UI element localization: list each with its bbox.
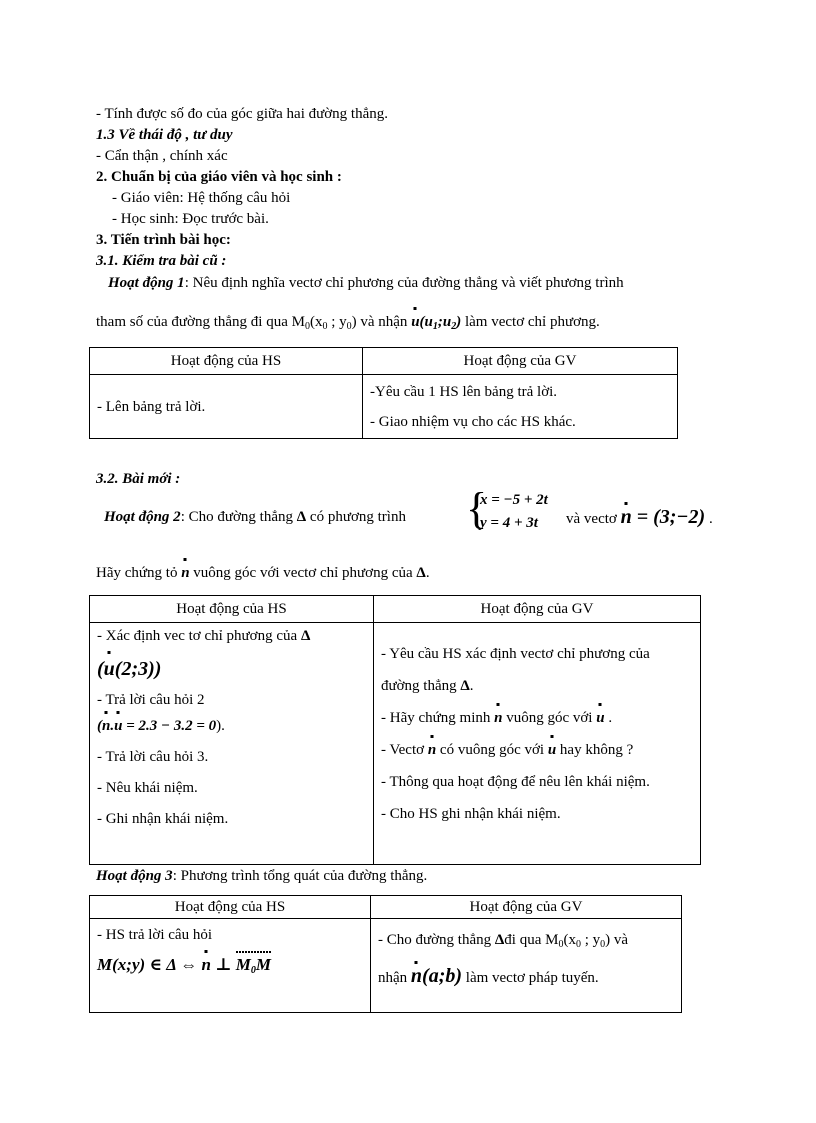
delta-symbol: Δ [300,628,311,644]
cell-text: - Yêu cầu HS xác định vectơ chỉ phương của [381,646,650,662]
subscript: 1 [432,321,438,332]
formula-part: M [255,955,272,974]
text: ) và [605,932,629,948]
formula-part: = 2.3 − 3.2 = 0 [122,718,217,734]
activity-text: : Phương trình tổng quát của đường thẳng. [172,868,428,884]
header-gv: Hoạt động của GV [371,896,682,919]
activity-text: : Nêu định nghĩa vectơ chỉ phương của đường thẳng và viết phương trình [184,275,624,291]
vector-n: n [201,955,211,974]
vector-u: u [103,658,115,680]
formula-part: M [97,955,113,974]
subscript: 2 [451,321,457,332]
vector-n: n [494,710,503,726]
cell-text: - Thông qua hoạt động để nêu lên khái niệm. [381,774,650,790]
formula-part: ( [97,658,104,680]
subscript: 0 [575,939,581,950]
header-gv: Hoạt động của GV [363,348,678,375]
activity-1-line-1 [108,274,624,292]
activity-title: Hoạt động 1 [108,275,185,291]
subscript: 0 [600,939,606,950]
text: vuông góc với [502,710,597,726]
cell-text: - Giao nhiệm vụ cho các HS khác. [370,413,576,430]
table-activity-1 [89,347,678,439]
text: đi qua M [504,932,559,948]
delta-symbol: Δ [494,932,505,948]
text: - Cho đường thẳng [378,932,495,948]
formula-part: (a;b) [422,965,463,987]
cell-text: - HS trả lời câu hỏi [97,927,212,943]
activity-text: và vectơ [566,511,621,527]
text: - Vectơ [381,742,428,758]
heading: 2. Chuẩn bị của giáo viên và học sinh : [96,169,342,185]
activity-title: Hoạt động 3 [96,868,173,884]
text: Hãy chứng tỏ [96,565,182,581]
cell-text: - Cho HS ghi nhận khái niệm. [381,806,561,822]
formula-part: ;u [437,314,452,330]
header-gv: Hoạt động của GV [374,596,701,623]
equation-x: x = −5 + 2t [480,492,548,508]
cell-hs [90,623,374,865]
cell-hs [90,375,363,439]
subheading: 3.1. Kiểm tra bài cũ : [96,253,227,269]
activity-2-line [104,508,406,526]
formula-part: M [235,955,251,974]
text: ) và nhận [351,314,412,330]
text: (x [309,314,323,330]
text-line: - Học sinh: Đọc trước bài. [112,211,269,227]
vector-u: u [547,742,557,758]
cell-text: - Trả lời câu hỏi 3. [97,749,209,765]
text: tham số của đường thẳng đi qua M [96,314,305,330]
formula-part: (2;3)) [114,658,162,680]
formula-part: (u [419,314,433,330]
vector-n: n [410,965,423,987]
delta-symbol: Δ [460,678,470,694]
vector-n: n [181,565,190,581]
cell-text [381,741,693,759]
text: vuông góc với vectơ chỉ phương của [189,565,417,581]
header-hs: Hoạt động của HS [90,596,374,623]
text: - Hãy chứng minh [381,710,495,726]
text: làm vectơ pháp tuyến. [462,970,599,986]
vector-u-formula [411,314,461,330]
activity-3-line [96,867,427,885]
cell-gv [374,623,701,865]
delta-symbol: Δ [296,509,307,525]
activity-text: : Cho đường thẳng [180,509,297,525]
text-line: - Cẩn thận , chính xác [96,148,228,164]
vector-n-value: = (3;−2) [631,506,706,528]
text: đường thẳng [381,678,461,694]
cell-text [378,967,674,987]
text: làm vectơ chỉ phương. [461,314,600,330]
text: ; y [327,314,347,330]
heading: 3. Tiến trình bài học: [96,232,231,248]
delta-symbol: Δ [416,565,426,581]
formula-part: ) [456,314,462,330]
equation-y: y = 4 + 3t [480,515,538,531]
table-activity-3 [89,895,682,1013]
activity-title: Hoạt động 2 [104,509,181,525]
equation-system [466,484,566,539]
cell-hs [90,919,371,1013]
formula-part: ( [97,718,102,734]
formula-dot-product: (n.u = 2.3 − 3.2 = 0). [97,718,225,734]
subscript: 0 [322,321,328,332]
activity-2-vector [566,508,713,528]
text: . [425,565,430,581]
subscript: 0 [250,965,256,976]
vector-n: n [620,506,632,528]
cell-text [97,627,366,645]
vector-m0m [236,956,271,974]
cell-text: - Trả lời câu hỏi 2 [97,692,205,708]
subscript: 0 [558,939,564,950]
subscript: 0 [346,321,352,332]
vector-u: u [596,710,605,726]
cell-text: - Nêu khái niệm. [97,780,198,796]
text: hay không ? [556,742,634,758]
vector-u: u [411,314,420,330]
formula-u [97,657,366,681]
brace-icon: { [466,484,488,533]
subheading: 3.2. Bài mới : [96,471,181,487]
cell-text: -Yêu cầu 1 HS lên bảng trả lời. [370,383,558,400]
table-activity-2 [89,595,701,865]
cell-text: - Lên bảng trả lời. [97,398,206,415]
subheading: 1.3 Về thái độ , tư duy [96,127,233,143]
activity-2-question [96,564,430,582]
formula-part: ∈ Δ ⇔ [145,955,202,974]
cell-gv [363,375,678,439]
formula-condition [97,956,363,974]
text-line: - Tính được số đo của góc giữa hai đường thẳng. [96,106,389,122]
vector-u: u [114,718,123,734]
text: - Xác định vec tơ chỉ phương của [97,628,301,644]
vector-n: n [427,742,437,758]
text: . [705,511,713,527]
header-hs: Hoạt động của HS [90,348,363,375]
header-hs: Hoạt động của HS [90,896,371,919]
text: nhận [378,970,411,986]
formula-part: ⊥ [210,955,236,974]
cell-gv [371,919,682,1013]
text: có vuông góc với [436,742,548,758]
text: (x [563,932,576,948]
cell-text [378,931,674,949]
cell-text: - Ghi nhận khái niệm. [97,811,229,827]
activity-1-line-2 [96,313,600,331]
text: ; y [580,932,601,948]
cell-text: - Hãy chứng minh n vuông góc với u . [381,710,613,726]
cell-text: đường thẳng Δ. [381,678,474,694]
subscript: 0 [304,321,310,332]
formula-part: (x;y) [112,955,146,974]
text-line: - Giáo viên: Hệ thống câu hỏi [112,190,291,206]
vector-n: n [102,718,111,734]
activity-text: có phương trình [306,509,406,525]
formula-part: ). [216,718,225,734]
